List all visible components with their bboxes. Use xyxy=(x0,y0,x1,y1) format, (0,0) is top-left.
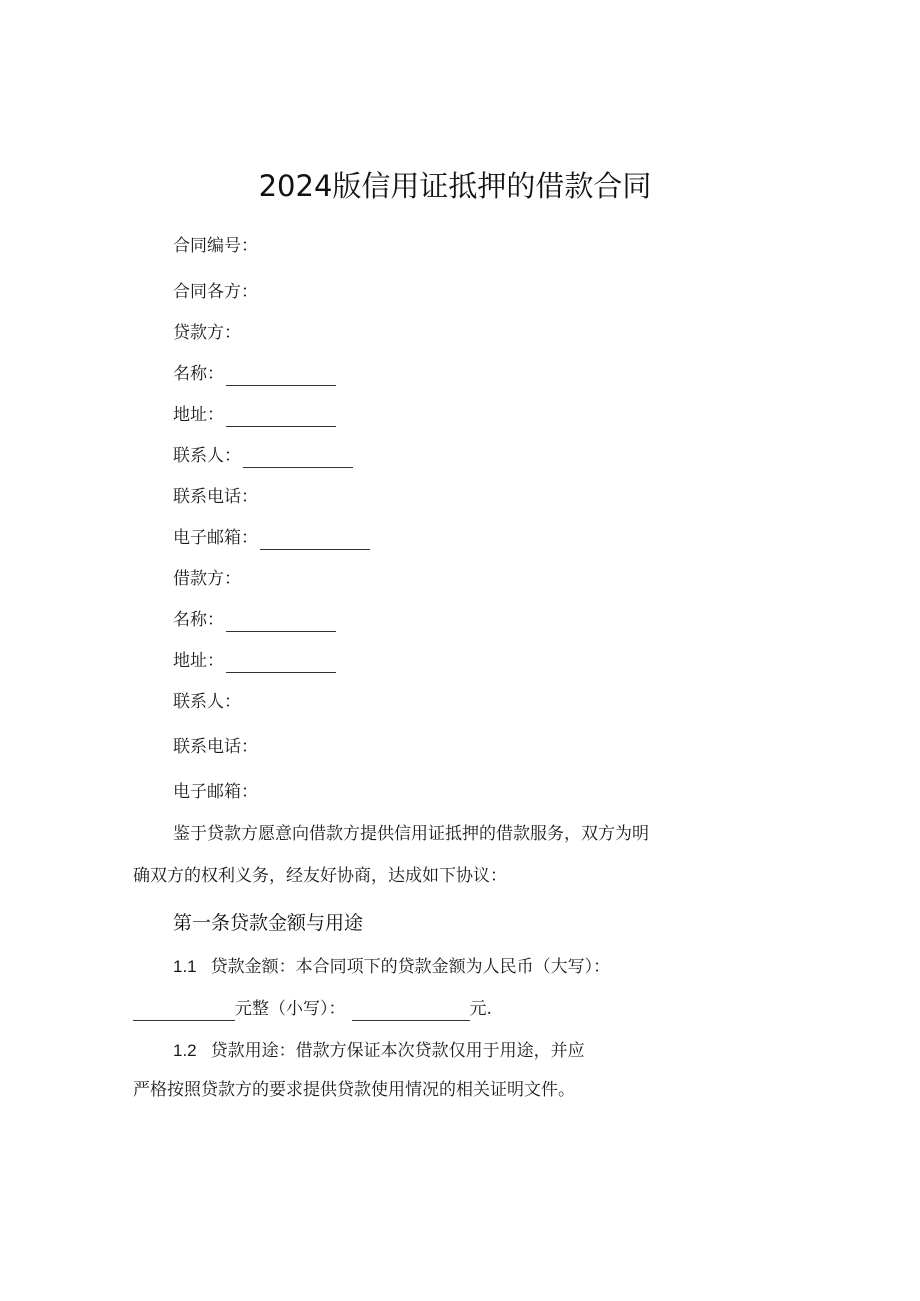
parties-line xyxy=(173,280,258,304)
borrower-name-line xyxy=(173,608,336,632)
amount-lowercase-field[interactable] xyxy=(352,1002,470,1021)
borrower-contact-label: 联系人： xyxy=(173,692,241,712)
lender-name-label: 名称： xyxy=(173,364,224,384)
lender-heading xyxy=(173,321,241,345)
lender-address-label: 地址： xyxy=(173,405,224,425)
clause-1-2-text: 贷款用途：借款方保证本次贷款仅用于用途，并应 xyxy=(210,1041,585,1061)
borrower-address-line xyxy=(173,649,336,673)
borrower-email-label: 电子邮箱： xyxy=(173,782,258,802)
clause-1-2-number: 1.2 xyxy=(173,1041,197,1060)
clause-1-1-mid-text: 元整（小写）： xyxy=(235,999,346,1019)
preamble-line-1: 鉴于贷款方愿意向借款方提供信用证抵押的借款服务，双方为明 xyxy=(173,824,649,844)
lender-address-line xyxy=(173,403,336,427)
clause-1-1-number: 1.1 xyxy=(173,957,197,976)
lender-email-label: 电子邮箱： xyxy=(173,528,258,548)
lender-contact-line xyxy=(173,444,353,468)
clause-1-1-end-text: 元. xyxy=(469,999,492,1019)
clause-1-1-text: 贷款金额：本合同项下的贷款金额为人民币（大写）： xyxy=(210,957,611,977)
parties-label: 合同各方： xyxy=(173,282,258,302)
lender-name-field[interactable] xyxy=(226,367,336,386)
borrower-name-label: 名称： xyxy=(173,610,224,630)
clause-1-2-line-2: 严格按照贷款方的要求提供贷款使用情况的相关证明文件。 xyxy=(133,1080,575,1100)
borrower-name-field[interactable] xyxy=(226,613,336,632)
borrower-phone-label: 联系电话： xyxy=(173,737,258,757)
document-title: 2024版信用证抵押的借款合同 xyxy=(258,169,652,203)
amount-uppercase-field[interactable] xyxy=(133,1002,235,1021)
lender-contact-label: 联系人： xyxy=(173,446,241,466)
borrower-address-label: 地址： xyxy=(173,651,224,671)
lender-heading-label: 贷款方： xyxy=(173,323,241,343)
article-1-heading: 第一条贷款金额与用途 xyxy=(173,912,364,934)
contract-number-line xyxy=(173,234,258,258)
clause-1-1 xyxy=(173,955,610,979)
borrower-address-field[interactable] xyxy=(226,654,336,673)
borrower-heading xyxy=(173,567,241,591)
lender-phone-label: 联系电话： xyxy=(173,487,258,507)
lender-email-line xyxy=(173,526,370,550)
borrower-email-line xyxy=(173,780,258,804)
borrower-contact-line xyxy=(173,690,241,714)
borrower-phone-line xyxy=(173,735,258,759)
clause-1-1-amount-line xyxy=(133,997,492,1021)
lender-phone-line xyxy=(173,485,258,509)
lender-name-line xyxy=(173,362,336,386)
lender-address-field[interactable] xyxy=(226,408,336,427)
clause-1-2 xyxy=(173,1039,585,1063)
borrower-heading-label: 借款方： xyxy=(173,569,241,589)
contract-number-label: 合同编号： xyxy=(173,236,258,256)
lender-contact-field[interactable] xyxy=(243,449,353,468)
lender-email-field[interactable] xyxy=(260,531,370,550)
preamble-line-2: 确双方的权利义务，经友好协商，达成如下协议： xyxy=(133,866,507,886)
